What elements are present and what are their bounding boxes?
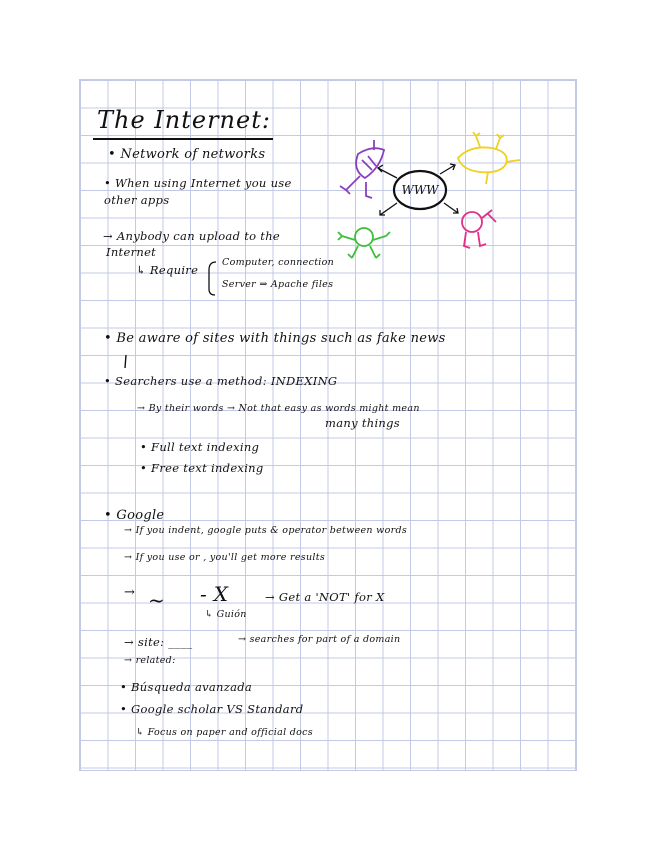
note-full-text: • Full text indexing: [140, 440, 260, 454]
note-indent-operator: → If you indent, google puts & operator between words: [124, 525, 408, 536]
note-other-apps: other apps: [104, 193, 170, 207]
note-require: ↳ Require: [136, 263, 199, 277]
note-free-text: • Free text indexing: [140, 461, 264, 475]
note-internet: Internet: [106, 245, 157, 259]
note-google: • Google: [104, 508, 165, 523]
note-be-aware: • Be aware of sites with things such as fake news: [104, 331, 446, 346]
www-label: WWW: [401, 183, 439, 197]
note-req-server: Server ⇒ Apache files: [222, 279, 334, 290]
note-req-computer: Computer, connection: [222, 257, 335, 268]
note-google-scholar: • Google scholar VS Standard: [120, 702, 304, 716]
note-related: → related:: [124, 655, 176, 666]
note-anybody-upload: → Anybody can upload to the: [103, 229, 281, 243]
note-site: → site: ____: [124, 635, 193, 649]
note-guion: ↳ Guión: [205, 609, 247, 620]
note-site-desc: → searches for part of a domain: [238, 634, 401, 645]
note-many-things: many things: [325, 416, 400, 430]
note-busqueda-avanzada: • Búsqueda avanzada: [120, 680, 253, 694]
note-using-internet: • When using Internet you use: [104, 176, 292, 190]
note-scholar-focus: ↳ Focus on paper and official docs: [136, 727, 313, 738]
note-not-x: → Get a 'NOT' for X: [265, 590, 385, 604]
note-network-of-networks: • Network of networks: [108, 147, 266, 162]
note-searchers-indexing: • Searchers use a method: INDEXING: [104, 374, 338, 388]
note-arrow: →: [124, 585, 136, 600]
note-by-their-words: → By their words → Not that easy as words might mean: [137, 403, 420, 414]
note-minus-x: - X: [200, 582, 229, 606]
note-tilde: ~: [148, 588, 166, 612]
note-use-or: → If you use or , you'll get more results: [124, 552, 326, 563]
page-title: The Internet:: [97, 106, 271, 134]
